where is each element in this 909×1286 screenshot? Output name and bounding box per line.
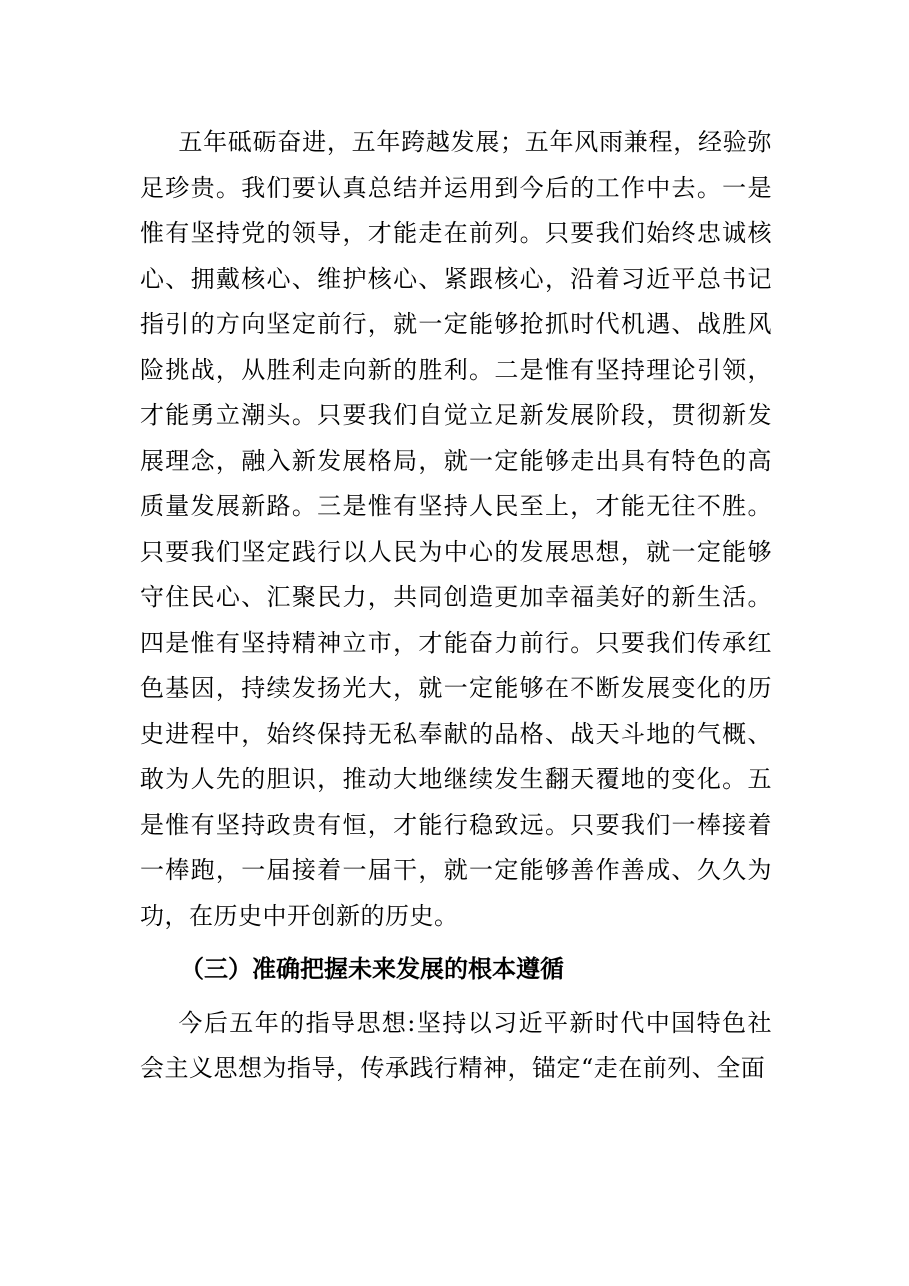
document-body: [140, 120, 772, 1137]
paragraph-experience-summary: 五年砥砺奋进，五年跨越发展；五年风雨兼程，经验弥足珍贵。我们要认真总结并运用到今后的工作中去。一是惟有坚持党的领导，才能走在前列。只要我们始终忠诚核心、拥戴核心、维护核心、紧跟核心，沿着习近平总书记指引的方向坚定前行，就一定能够抢抓时代机遇、战胜风险挑战，从胜利走向新的胜利。二是惟有坚持理论引领，才能勇立潮头。只要我们自觉立足新发展阶段，贯彻新发展理念，融入新发展格局，就一定能够走出具有特色的高质量发展新路。三是惟有坚持人民至上，才能无往不胜。只要我们坚定践行以人民为中心的发展思想，就一定能够守住民心、汇聚民力，共同创造更加幸福美好的新生活。四是惟有坚持精神立市，才能奋力前行。只要我们传承红色基因，持续发扬光大，就一定能够在不断发展变化的历史进程中，始终保持无私奉献的品格、战天斗地的气概、敢为人先的胆识，推动大地继续发生翻天覆地的变化。五是惟有坚持政贵有恒，才能行稳致远。只要我们一棒接着一棒跑，一届接着一届干，就一定能够善作善成、久久为功，在历史中开创新的历史。: [140, 128, 772, 930]
section-heading: （三）准确把握未来发展的根本遵循: [180, 955, 564, 983]
paragraph-guiding-thought: 今后五年的指导思想:坚持以习近平新时代中国特色社会主义思想为指导，传承践行精神，锚定“走在前列、全面: [140, 1008, 772, 1082]
